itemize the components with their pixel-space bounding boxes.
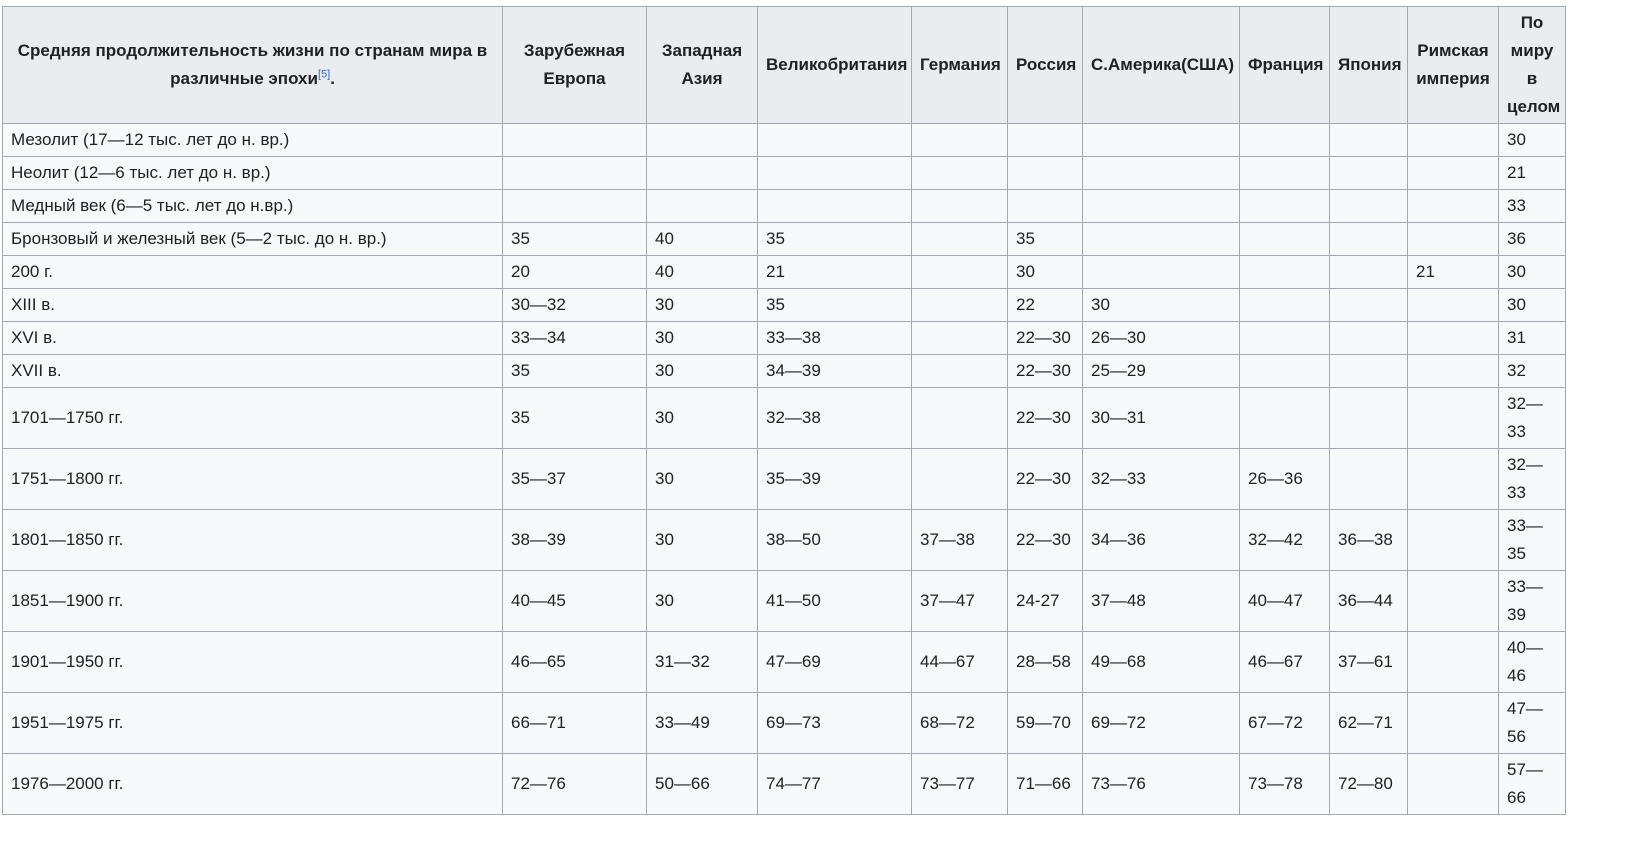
table-cell: 37—61 xyxy=(1330,632,1408,693)
table-cell: 37—48 xyxy=(1083,571,1240,632)
table-row xyxy=(3,322,1566,355)
table-cell: 38—39 xyxy=(503,510,647,571)
table-cell xyxy=(1240,355,1330,388)
table-cell: 33—38 xyxy=(758,322,912,355)
table-cell: 35 xyxy=(503,223,647,256)
table-row xyxy=(3,157,1566,190)
table-cell: 22—30 xyxy=(1008,322,1083,355)
table-cell xyxy=(1083,256,1240,289)
table-cell xyxy=(1240,223,1330,256)
table-cell: 30 xyxy=(1499,289,1566,322)
row-label: Медный век (6—5 тыс. лет до н.вр.) xyxy=(3,190,503,223)
table-cell: 26—30 xyxy=(1083,322,1240,355)
life-expectancy-table xyxy=(2,6,1566,815)
table-cell: 72—76 xyxy=(503,754,647,815)
table-cell: 32—42 xyxy=(1240,510,1330,571)
column-header: Зарубежная Европа xyxy=(503,7,647,124)
table-cell: 30—31 xyxy=(1083,388,1240,449)
table-cell xyxy=(1240,124,1330,157)
table-cell: 25—29 xyxy=(1083,355,1240,388)
table-cell xyxy=(1408,355,1499,388)
table-cell xyxy=(1330,322,1408,355)
table-cell xyxy=(758,190,912,223)
table-cell xyxy=(1408,388,1499,449)
table-cell: 36—44 xyxy=(1330,571,1408,632)
table-cell: 32 xyxy=(1499,355,1566,388)
table-row xyxy=(3,223,1566,256)
table-cell: 59—70 xyxy=(1008,693,1083,754)
row-label: Мезолит (17—12 тыс. лет до н. вр.) xyxy=(3,124,503,157)
table-row xyxy=(3,571,1566,632)
table-cell: 22—30 xyxy=(1008,510,1083,571)
table-row xyxy=(3,510,1566,571)
table-cell: 20 xyxy=(503,256,647,289)
table-cell xyxy=(647,124,758,157)
table-cell: 33 xyxy=(1499,190,1566,223)
row-label: 1701—1750 гг. xyxy=(3,388,503,449)
table-cell: 46—67 xyxy=(1240,632,1330,693)
table-cell: 28—58 xyxy=(1008,632,1083,693)
row-label: Бронзовый и железный век (5—2 тыс. до н. вр.) xyxy=(3,223,503,256)
table-cell xyxy=(912,190,1008,223)
table-cell: 38—50 xyxy=(758,510,912,571)
table-cell: 30 xyxy=(1499,256,1566,289)
table-cell xyxy=(1330,449,1408,510)
row-label: Неолит (12—6 тыс. лет до н. вр.) xyxy=(3,157,503,190)
table-cell xyxy=(1408,190,1499,223)
row-label: 1976—2000 гг. xyxy=(3,754,503,815)
table-cell: 41—50 xyxy=(758,571,912,632)
column-header: Германия xyxy=(912,7,1008,124)
column-header: Великобритания xyxy=(758,7,912,124)
table-cell xyxy=(1408,571,1499,632)
table-cell: 40—47 xyxy=(1240,571,1330,632)
table-cell xyxy=(503,190,647,223)
table-body xyxy=(3,124,1566,815)
table-cell: 21 xyxy=(1408,256,1499,289)
table-cell: 35 xyxy=(503,388,647,449)
table-cell: 32—33 xyxy=(1499,449,1566,510)
table-cell xyxy=(1408,124,1499,157)
table-cell: 34—36 xyxy=(1083,510,1240,571)
table-cell: 33—34 xyxy=(503,322,647,355)
table-cell xyxy=(1330,190,1408,223)
row-label: 1851—1900 гг. xyxy=(3,571,503,632)
table-cell: 66—71 xyxy=(503,693,647,754)
caption-header xyxy=(3,7,503,124)
table-cell: 35—39 xyxy=(758,449,912,510)
table-cell xyxy=(1008,190,1083,223)
table-cell xyxy=(912,355,1008,388)
table-cell: 49—68 xyxy=(1083,632,1240,693)
table-cell: 32—33 xyxy=(1499,388,1566,449)
table-cell xyxy=(1083,190,1240,223)
row-label: 1751—1800 гг. xyxy=(3,449,503,510)
table-cell xyxy=(912,124,1008,157)
column-header: Римская империя xyxy=(1408,7,1499,124)
table-cell: 31—32 xyxy=(647,632,758,693)
table-row xyxy=(3,190,1566,223)
table-cell: 36—38 xyxy=(1330,510,1408,571)
table-cell: 26—36 xyxy=(1240,449,1330,510)
table-row xyxy=(3,124,1566,157)
table-cell: 62—71 xyxy=(1330,693,1408,754)
table-cell: 40 xyxy=(647,256,758,289)
table-cell xyxy=(1330,388,1408,449)
table-cell: 36 xyxy=(1499,223,1566,256)
table-cell: 34—39 xyxy=(758,355,912,388)
table-cell: 46—65 xyxy=(503,632,647,693)
table-cell xyxy=(1330,157,1408,190)
column-header: Япония xyxy=(1330,7,1408,124)
row-label: 1901—1950 гг. xyxy=(3,632,503,693)
table-cell xyxy=(1083,124,1240,157)
row-label: XVII в. xyxy=(3,355,503,388)
table-cell: 44—67 xyxy=(912,632,1008,693)
table-cell: 35 xyxy=(1008,223,1083,256)
table-cell: 32—33 xyxy=(1083,449,1240,510)
table-cell: 33—49 xyxy=(647,693,758,754)
table-cell xyxy=(1330,256,1408,289)
table-cell xyxy=(912,388,1008,449)
table-cell: 37—47 xyxy=(912,571,1008,632)
row-label: 1801—1850 гг. xyxy=(3,510,503,571)
table-cell: 71—66 xyxy=(1008,754,1083,815)
table-cell: 73—76 xyxy=(1083,754,1240,815)
table-cell xyxy=(1008,124,1083,157)
table-cell: 22 xyxy=(1008,289,1083,322)
table-cell xyxy=(1008,157,1083,190)
table-cell xyxy=(758,124,912,157)
table-cell xyxy=(1408,289,1499,322)
table-cell: 72—80 xyxy=(1330,754,1408,815)
table-cell: 47—56 xyxy=(1499,693,1566,754)
table-cell: 31 xyxy=(1499,322,1566,355)
column-header: Западная Азия xyxy=(647,7,758,124)
table-wrapper xyxy=(2,6,1566,815)
table-cell xyxy=(912,289,1008,322)
table-row xyxy=(3,256,1566,289)
row-label: XIII в. xyxy=(3,289,503,322)
table-cell: 30 xyxy=(647,571,758,632)
table-cell: 33—39 xyxy=(1499,571,1566,632)
table-cell: 32—38 xyxy=(758,388,912,449)
table-cell: 30—32 xyxy=(503,289,647,322)
table-cell xyxy=(1408,157,1499,190)
table-row xyxy=(3,388,1566,449)
table-cell xyxy=(912,256,1008,289)
table-cell: 69—73 xyxy=(758,693,912,754)
table-cell xyxy=(1408,449,1499,510)
table-cell: 40—46 xyxy=(1499,632,1566,693)
table-cell: 50—66 xyxy=(647,754,758,815)
table-row xyxy=(3,289,1566,322)
table-cell xyxy=(912,223,1008,256)
table-cell: 30 xyxy=(647,388,758,449)
table-row xyxy=(3,754,1566,815)
table-cell: 69—72 xyxy=(1083,693,1240,754)
table-cell: 68—72 xyxy=(912,693,1008,754)
table-cell: 35 xyxy=(758,289,912,322)
table-cell xyxy=(912,322,1008,355)
table-cell: 30 xyxy=(1083,289,1240,322)
table-cell xyxy=(1240,289,1330,322)
table-cell: 21 xyxy=(758,256,912,289)
table-cell: 22—30 xyxy=(1008,355,1083,388)
caption-suffix: . xyxy=(330,69,335,88)
table-cell xyxy=(1240,157,1330,190)
table-cell: 37—38 xyxy=(912,510,1008,571)
table-cell: 24-27 xyxy=(1008,571,1083,632)
table-cell xyxy=(1330,289,1408,322)
row-label: 200 г. xyxy=(3,256,503,289)
table-cell: 30 xyxy=(1008,256,1083,289)
table-cell xyxy=(1408,322,1499,355)
table-cell xyxy=(647,190,758,223)
row-label: 1951—1975 гг. xyxy=(3,693,503,754)
table-cell xyxy=(1330,124,1408,157)
column-header: Россия xyxy=(1008,7,1083,124)
table-cell: 35—37 xyxy=(503,449,647,510)
column-header: Франция xyxy=(1240,7,1330,124)
reference-link[interactable]: [5] xyxy=(317,68,331,81)
table-cell xyxy=(1083,157,1240,190)
table-row xyxy=(3,693,1566,754)
table-cell: 30 xyxy=(647,449,758,510)
table-cell: 57—66 xyxy=(1499,754,1566,815)
table-cell xyxy=(758,157,912,190)
table-cell xyxy=(1330,223,1408,256)
table-cell xyxy=(1408,693,1499,754)
table-cell xyxy=(1408,754,1499,815)
table-cell: 30 xyxy=(1499,124,1566,157)
table-cell xyxy=(1330,355,1408,388)
table-cell: 22—30 xyxy=(1008,388,1083,449)
table-cell: 30 xyxy=(647,355,758,388)
table-cell: 35 xyxy=(503,355,647,388)
table-cell xyxy=(1408,510,1499,571)
table-cell xyxy=(1240,256,1330,289)
table-row xyxy=(3,449,1566,510)
table-cell xyxy=(1240,388,1330,449)
table-cell: 47—69 xyxy=(758,632,912,693)
table-cell: 30 xyxy=(647,510,758,571)
caption-text: Средняя продолжительность жизни по странам мира в различные эпохи xyxy=(17,41,488,88)
table-cell: 33—35 xyxy=(1499,510,1566,571)
table-cell: 35 xyxy=(758,223,912,256)
table-cell xyxy=(1408,632,1499,693)
table-cell xyxy=(912,449,1008,510)
table-cell: 40 xyxy=(647,223,758,256)
table-cell xyxy=(1240,190,1330,223)
header-row xyxy=(3,7,1566,124)
table-cell: 30 xyxy=(647,322,758,355)
table-cell xyxy=(1240,322,1330,355)
row-label: XVI в. xyxy=(3,322,503,355)
table-cell: 73—77 xyxy=(912,754,1008,815)
table-cell: 67—72 xyxy=(1240,693,1330,754)
table-cell: 73—78 xyxy=(1240,754,1330,815)
table-cell: 21 xyxy=(1499,157,1566,190)
table-cell xyxy=(503,124,647,157)
table-cell: 30 xyxy=(647,289,758,322)
table-cell xyxy=(503,157,647,190)
column-header: По миру в целом xyxy=(1499,7,1566,124)
column-header: С.Америка(США) xyxy=(1083,7,1240,124)
table-row xyxy=(3,632,1566,693)
table-cell: 74—77 xyxy=(758,754,912,815)
table-row xyxy=(3,355,1566,388)
table-cell xyxy=(1408,223,1499,256)
reference-sup xyxy=(318,68,330,80)
table-cell: 40—45 xyxy=(503,571,647,632)
table-cell: 22—30 xyxy=(1008,449,1083,510)
table-cell xyxy=(647,157,758,190)
table-cell xyxy=(912,157,1008,190)
table-cell xyxy=(1083,223,1240,256)
